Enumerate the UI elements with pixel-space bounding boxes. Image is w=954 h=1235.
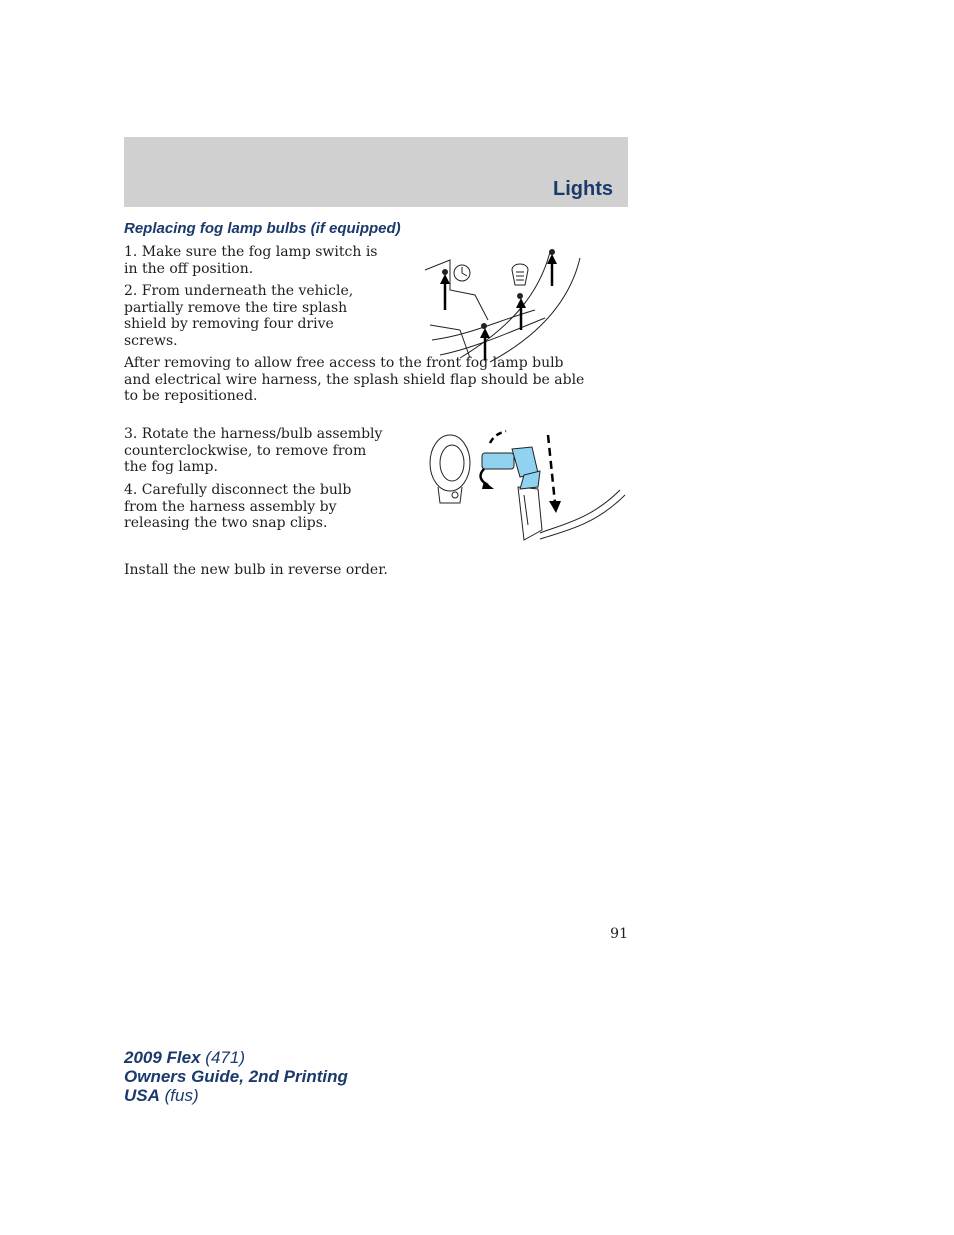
footer bbox=[124, 1048, 348, 1105]
page-number: 91 bbox=[610, 926, 628, 942]
bulb-harness-illustration bbox=[420, 425, 630, 545]
step-3-text: 3. Rotate the harness/bulb assembly counterclockwise, to remove from the fog lamp. bbox=[124, 426, 383, 475]
footer-model: 2009 Flex bbox=[124, 1048, 201, 1067]
page-title: Lights bbox=[553, 178, 613, 200]
step-1-text: 1. Make sure the fog lamp switch is in the off position. bbox=[124, 244, 378, 277]
footer-guide: Owners Guide, 2nd Printing bbox=[124, 1067, 348, 1086]
step-2-text: 2. From underneath the vehicle, partially remove the tire splash shield by removing four drive screws. bbox=[124, 283, 354, 349]
footer-market-code: (fus) bbox=[164, 1086, 199, 1105]
splash-shield-illustration bbox=[420, 240, 590, 365]
footer-market: USA bbox=[124, 1086, 160, 1105]
footer-line-3 bbox=[124, 1086, 348, 1105]
footer-line-2 bbox=[124, 1067, 348, 1086]
step-4-text: 4. Carefully disconnect the bulb from the harness assembly by releasing the two snap clips. bbox=[124, 482, 352, 531]
footer-line-1 bbox=[124, 1048, 348, 1067]
section-heading: Replacing fog lamp bulbs (if equipped) bbox=[124, 220, 401, 237]
install-text: Install the new bulb in reverse order. bbox=[124, 562, 388, 578]
after-removing-text: After removing to allow free access to the front fog lamp bulb and electrical wire harness, the splash shield flap should be able to be repositioned. bbox=[124, 355, 585, 404]
header-bar bbox=[124, 137, 628, 207]
footer-model-code: (471) bbox=[205, 1048, 245, 1067]
